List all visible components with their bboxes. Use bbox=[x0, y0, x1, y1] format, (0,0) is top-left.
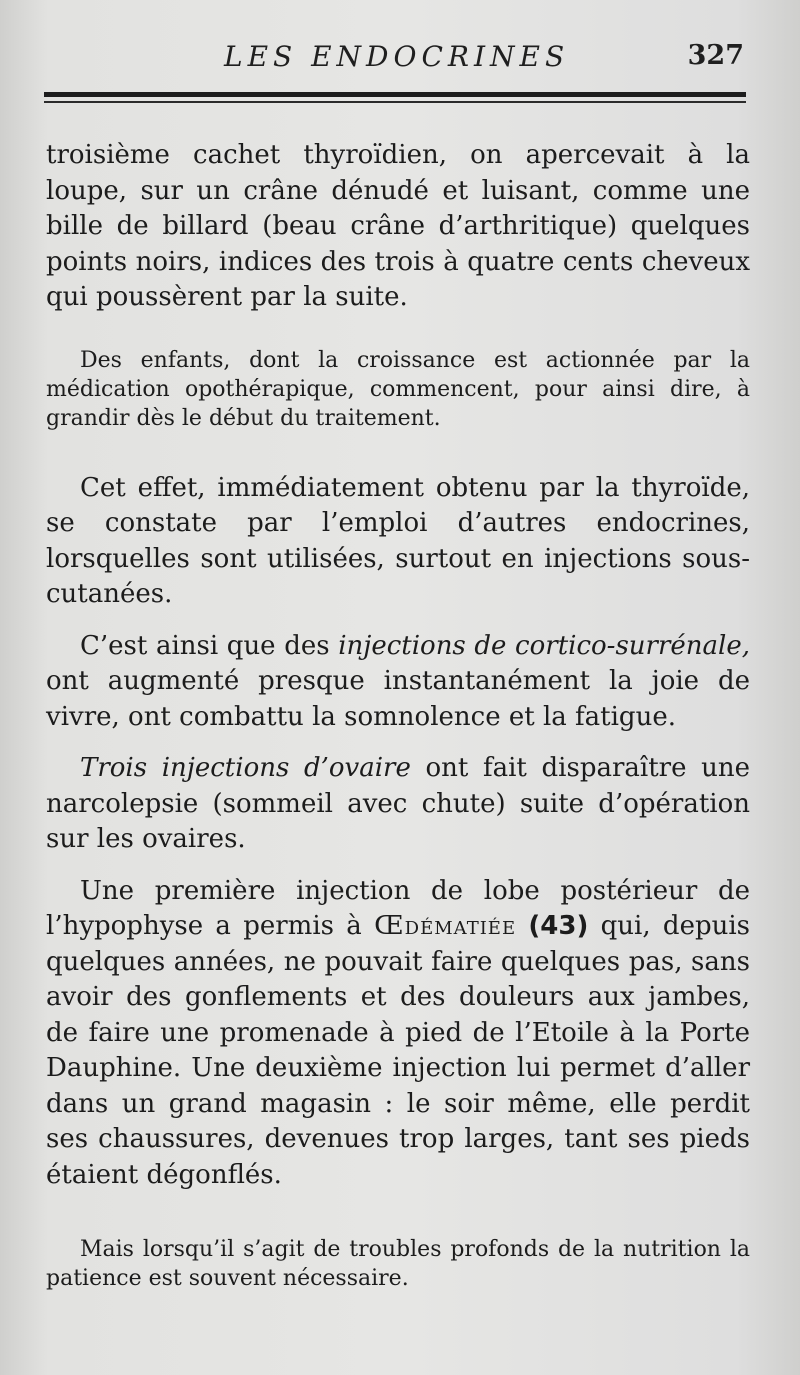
p4-text-before: C’est ainsi que des bbox=[80, 630, 339, 661]
paragraph-cortico-surrenale bbox=[46, 629, 750, 736]
paragraph-hypophyse bbox=[46, 874, 750, 1194]
p6-text-before: Une première injection de lobe postérieur de l’hypophyse a permis à bbox=[46, 875, 750, 941]
paragraph-small-note: Des enfants, dont la croissance est actionnée par la médication opothérapique, commencent, pour ainsi dire, à grandir dès le début du traitement. bbox=[46, 347, 750, 431]
patient-name-smallcaps: Œdématiée bbox=[374, 911, 517, 941]
header-rule-thin bbox=[44, 101, 746, 103]
paragraph-ovaire bbox=[46, 751, 750, 858]
running-title: LES ENDOCRINES bbox=[224, 40, 570, 73]
paragraph-thyroid-effect: Cet effet, immédiatement obtenu par la thyroïde, se constate par l’emploi d’autres endocrines, lorsquelles sont utilisées, surtout en injections sous-cutanées. bbox=[46, 472, 750, 609]
paragraph-small-closing: Mais lorsqu’il s’agit de troubles profonds de la nutrition la patience est souvent nécessaire. bbox=[46, 1237, 750, 1291]
body-text bbox=[46, 138, 750, 1293]
p5-italic-phrase: Trois injections d’ovaire bbox=[80, 753, 411, 783]
p5-text-after: ont fait disparaître une narcolepsie (sommeil avec chute) suite d’opération sur les ovaires. bbox=[46, 753, 750, 854]
p4-italic-phrase: injections de cortico-surrénale, bbox=[338, 630, 751, 661]
running-head bbox=[0, 36, 800, 76]
page-number: 327 bbox=[687, 40, 744, 71]
p6-text-after: qui, depuis quelques années, ne pouvait faire quelques pas, sans avoir des gonflements et des douleurs aux jambes, de faire une promenade à pied de l’Etoile à la Porte Dauphine. Une deuxième injection lui permet d’aller dans un grand magasin : le soir même, elle perdit ses chaussures, devenues trop larges, tant ses pieds étaient dégonflés. bbox=[46, 911, 751, 1190]
paragraph-continuation: troisième cachet thyroïdien, on apercevait à la loupe, sur un crâne dénudé et luisant, comme une bille de billard (beau crâne d’arthritique) quelques points noirs, indices des trois à quatre cents cheveux qui poussèrent par la suite. bbox=[46, 140, 750, 312]
case-reference: (43) bbox=[528, 911, 589, 941]
header-rule-thick bbox=[44, 92, 746, 97]
p4-text-after: ont augmenté presque instantanément la joie de vivre, ont combattu la somnolence et la fatigue. bbox=[46, 666, 750, 732]
